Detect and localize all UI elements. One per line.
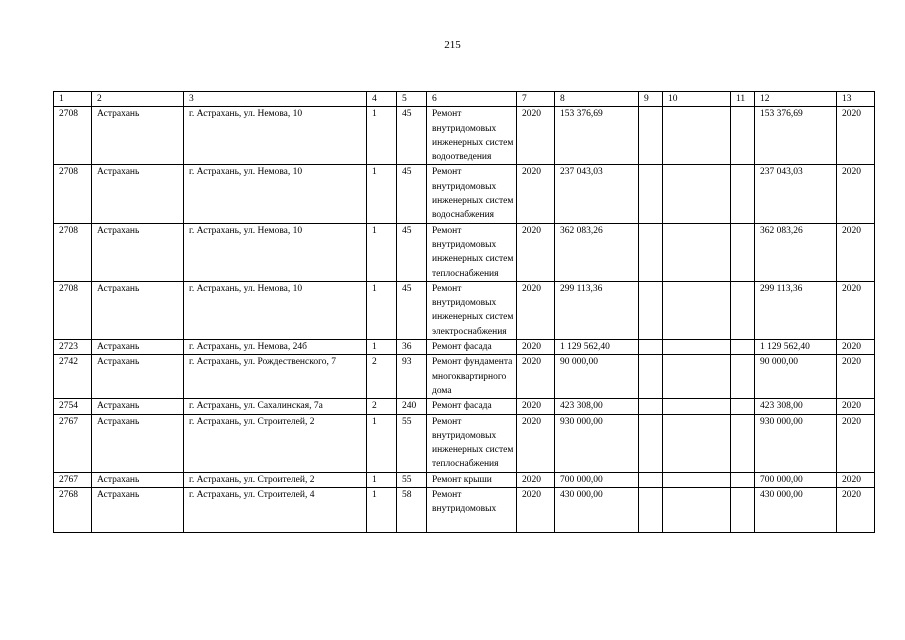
column-header: 3 [184,92,367,107]
completion-year-cell: 2020 [837,107,875,165]
total-cost-cell: 430 000,00 [755,488,837,533]
col11-cell [731,472,755,487]
year-cell: 2020 [517,281,555,339]
address-cell: г. Астрахань, ул. Немова, 10 [184,165,367,223]
cost-cell: 930 000,00 [555,414,639,472]
col11-cell [731,165,755,223]
flat-count-cell: 45 [397,165,427,223]
table-row [54,107,875,165]
work-type-cell: Ремонт фасада [427,399,517,414]
completion-year-cell: 2020 [837,414,875,472]
cost-cell: 90 000,00 [555,355,639,399]
completion-year-cell: 2020 [837,340,875,355]
table-header-row [54,92,875,107]
column-header: 11 [731,92,755,107]
col9-cell [639,355,663,399]
row-number-cell: 2708 [54,165,92,223]
col9-cell [639,281,663,339]
col10-cell [663,472,731,487]
work-type-cell: Ремонт фундамента многоквартирного дома [427,355,517,399]
repair-registry-table [53,91,875,533]
row-number-cell: 2768 [54,488,92,533]
address-cell: г. Астрахань, ул. Немова, 24б [184,340,367,355]
column-header: 6 [427,92,517,107]
cost-cell: 362 083,26 [555,223,639,281]
cost-cell: 153 376,69 [555,107,639,165]
completion-year-cell: 2020 [837,488,875,533]
table-row [54,472,875,487]
address-cell: г. Астрахань, ул. Строителей, 2 [184,472,367,487]
column-header: 12 [755,92,837,107]
row-number-cell: 2708 [54,223,92,281]
municipality-cell: Астрахань [92,165,184,223]
work-type-cell: Ремонт крыши [427,472,517,487]
col10-cell [663,488,731,533]
year-cell: 2020 [517,488,555,533]
column-header: 13 [837,92,875,107]
column-header: 10 [663,92,731,107]
col9-cell [639,488,663,533]
column-header: 8 [555,92,639,107]
stage-cell: 2 [367,399,397,414]
row-number-cell: 2708 [54,281,92,339]
row-number-cell: 2767 [54,414,92,472]
work-type-cell: Ремонт внутридомовых [427,488,517,533]
column-header: 1 [54,92,92,107]
address-cell: г. Астрахань, ул. Немова, 10 [184,281,367,339]
year-cell: 2020 [517,414,555,472]
work-type-cell: Ремонт фасада [427,340,517,355]
table-row [54,488,875,533]
year-cell: 2020 [517,107,555,165]
address-cell: г. Астрахань, ул. Рождественского, 7 [184,355,367,399]
municipality-cell: Астрахань [92,472,184,487]
stage-cell: 1 [367,488,397,533]
cost-cell: 700 000,00 [555,472,639,487]
stage-cell: 1 [367,414,397,472]
address-cell: г. Астрахань, ул. Строителей, 2 [184,414,367,472]
stage-cell: 1 [367,165,397,223]
work-type-cell: Ремонт внутридомовых инженерных систем теплоснабжения [427,223,517,281]
flat-count-cell: 45 [397,223,427,281]
work-type-cell: Ремонт внутридомовых инженерных систем теплоснабжения [427,414,517,472]
total-cost-cell: 90 000,00 [755,355,837,399]
flat-count-cell: 55 [397,472,427,487]
stage-cell: 1 [367,472,397,487]
column-header: 5 [397,92,427,107]
col9-cell [639,107,663,165]
col11-cell [731,414,755,472]
municipality-cell: Астрахань [92,340,184,355]
cost-cell: 299 113,36 [555,281,639,339]
municipality-cell: Астрахань [92,414,184,472]
col10-cell [663,399,731,414]
year-cell: 2020 [517,399,555,414]
municipality-cell: Астрахань [92,223,184,281]
col10-cell [663,281,731,339]
completion-year-cell: 2020 [837,281,875,339]
page-number: 215 [444,39,461,51]
col9-cell [639,340,663,355]
column-header: 7 [517,92,555,107]
stage-cell: 1 [367,107,397,165]
total-cost-cell: 362 083,26 [755,223,837,281]
address-cell: г. Астрахань, ул. Сахалинская, 7а [184,399,367,414]
col11-cell [731,355,755,399]
col11-cell [731,107,755,165]
municipality-cell: Астрахань [92,107,184,165]
row-number-cell: 2708 [54,107,92,165]
col11-cell [731,281,755,339]
column-header: 2 [92,92,184,107]
table-row [54,281,875,339]
col9-cell [639,165,663,223]
address-cell: г. Астрахань, ул. Немова, 10 [184,107,367,165]
completion-year-cell: 2020 [837,472,875,487]
municipality-cell: Астрахань [92,281,184,339]
row-number-cell: 2723 [54,340,92,355]
col11-cell [731,223,755,281]
col10-cell [663,414,731,472]
stage-cell: 1 [367,281,397,339]
work-type-cell: Ремонт внутридомовых инженерных систем электроснабжения [427,281,517,339]
completion-year-cell: 2020 [837,355,875,399]
municipality-cell: Астрахань [92,399,184,414]
cost-cell: 423 308,00 [555,399,639,414]
municipality-cell: Астрахань [92,488,184,533]
col9-cell [639,472,663,487]
flat-count-cell: 55 [397,414,427,472]
completion-year-cell: 2020 [837,165,875,223]
year-cell: 2020 [517,340,555,355]
flat-count-cell: 45 [397,107,427,165]
stage-cell: 2 [367,355,397,399]
flat-count-cell: 58 [397,488,427,533]
col9-cell [639,414,663,472]
col10-cell [663,340,731,355]
completion-year-cell: 2020 [837,399,875,414]
total-cost-cell: 700 000,00 [755,472,837,487]
table-row [54,355,875,399]
year-cell: 2020 [517,165,555,223]
year-cell: 2020 [517,223,555,281]
table-row [54,340,875,355]
col10-cell [663,107,731,165]
col11-cell [731,488,755,533]
row-number-cell: 2754 [54,399,92,414]
col9-cell [639,223,663,281]
work-type-cell: Ремонт внутридомовых инженерных систем водоотведения [427,107,517,165]
total-cost-cell: 153 376,69 [755,107,837,165]
municipality-cell: Астрахань [92,355,184,399]
total-cost-cell: 299 113,36 [755,281,837,339]
table-row [54,399,875,414]
row-number-cell: 2742 [54,355,92,399]
year-cell: 2020 [517,355,555,399]
total-cost-cell: 1 129 562,40 [755,340,837,355]
year-cell: 2020 [517,472,555,487]
table-row [54,414,875,472]
cost-cell: 430 000,00 [555,488,639,533]
col11-cell [731,340,755,355]
total-cost-cell: 237 043,03 [755,165,837,223]
column-header: 9 [639,92,663,107]
stage-cell: 1 [367,340,397,355]
flat-count-cell: 240 [397,399,427,414]
flat-count-cell: 93 [397,355,427,399]
flat-count-cell: 45 [397,281,427,339]
col10-cell [663,223,731,281]
work-type-cell: Ремонт внутридомовых инженерных систем водоснабжения [427,165,517,223]
flat-count-cell: 36 [397,340,427,355]
row-number-cell: 2767 [54,472,92,487]
completion-year-cell: 2020 [837,223,875,281]
table-row [54,165,875,223]
col9-cell [639,399,663,414]
col10-cell [663,355,731,399]
cost-cell: 1 129 562,40 [555,340,639,355]
address-cell: г. Астрахань, ул. Строителей, 4 [184,488,367,533]
stage-cell: 1 [367,223,397,281]
column-header: 4 [367,92,397,107]
col10-cell [663,165,731,223]
table-row [54,223,875,281]
cost-cell: 237 043,03 [555,165,639,223]
address-cell: г. Астрахань, ул. Немова, 10 [184,223,367,281]
total-cost-cell: 423 308,00 [755,399,837,414]
total-cost-cell: 930 000,00 [755,414,837,472]
col11-cell [731,399,755,414]
